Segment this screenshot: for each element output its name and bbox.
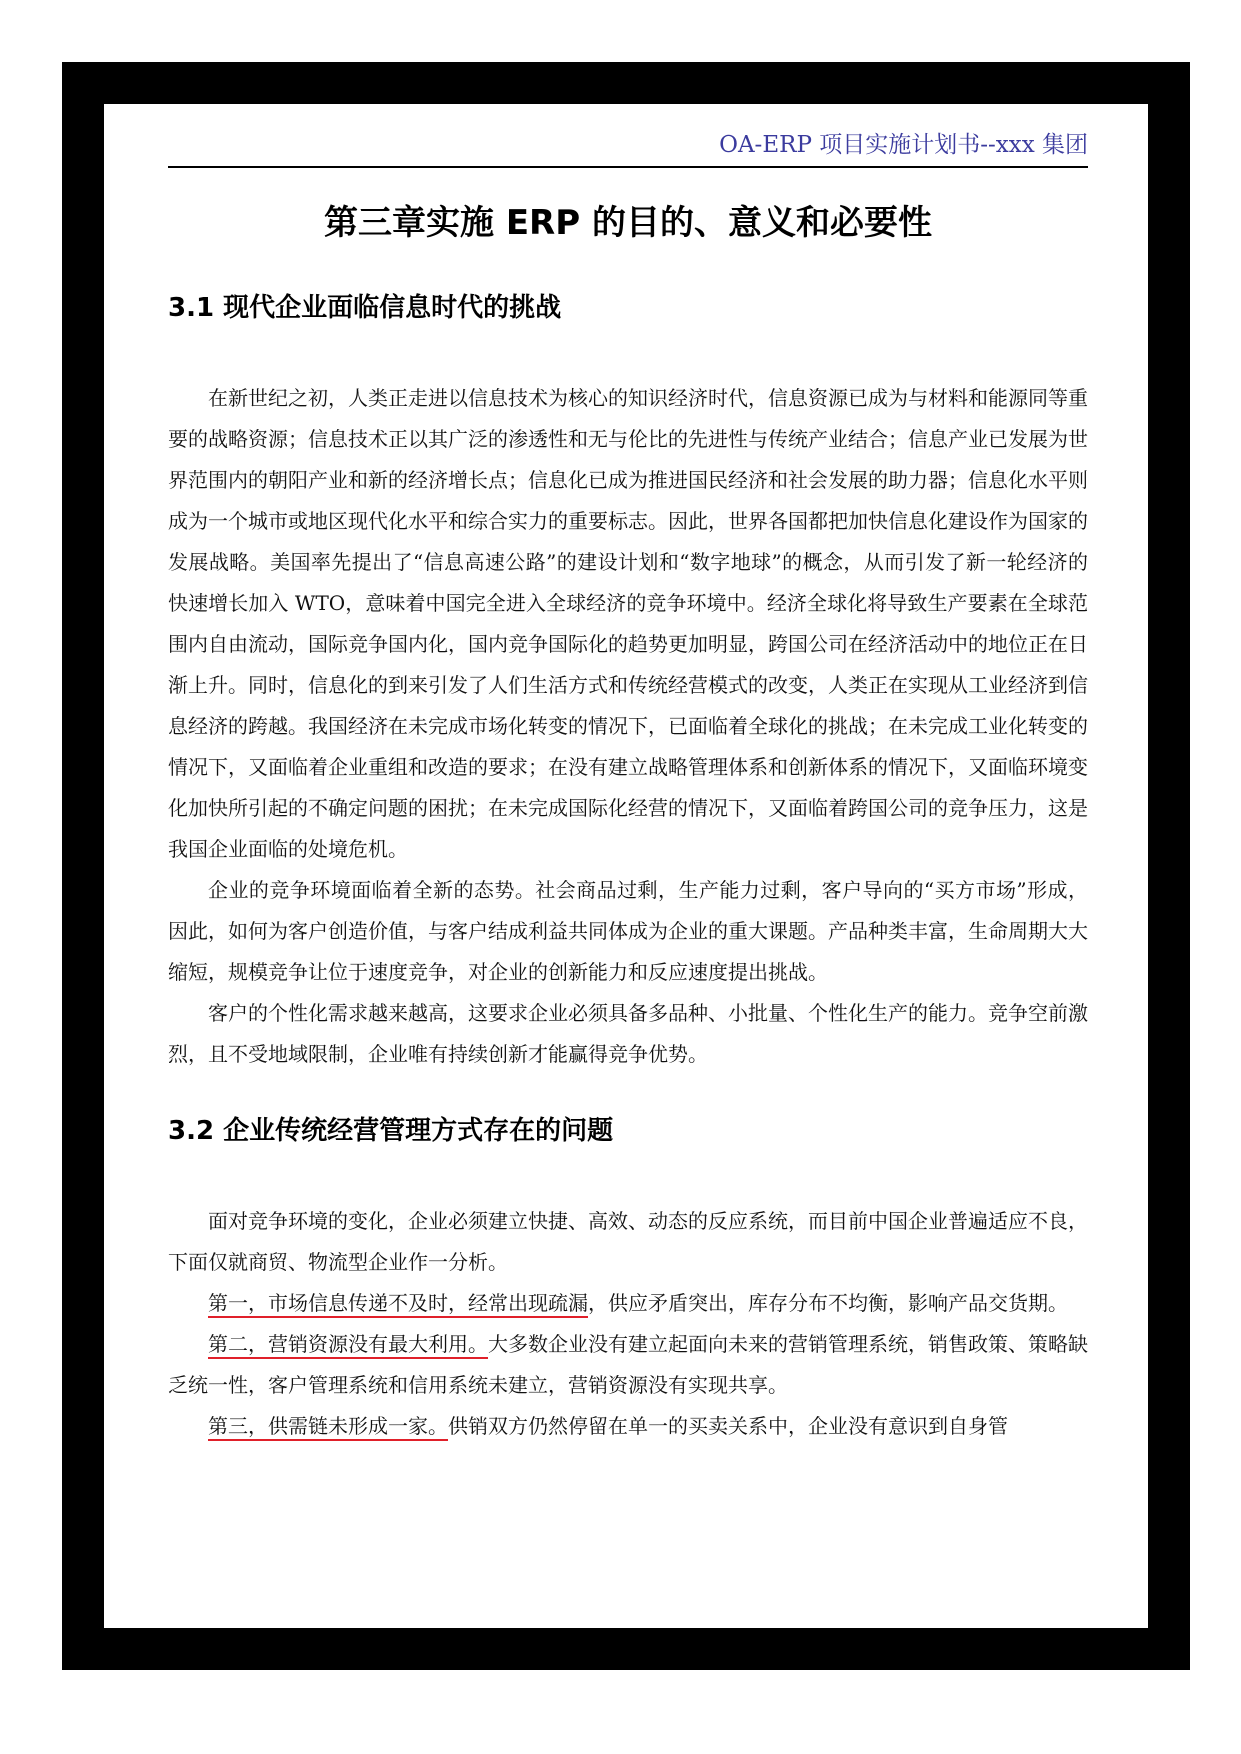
point-text: 供销双方仍然停留在单一的买卖关系中，企业没有意识到自身管 bbox=[448, 1414, 1008, 1438]
header-doc-title: OA-ERP 项目实施计划书--xxx 集团 bbox=[719, 132, 1088, 158]
point-paragraph bbox=[168, 1324, 1088, 1406]
paragraph: 面对竞争环境的变化，企业必须建立快捷、高效、动态的反应系统，而目前中国企业普遍适应不良，下面仅就商贸、物流型企业作一分析。 bbox=[168, 1209, 1088, 1274]
chapter-title: 第三章实施 ERP 的目的、意义和必要性 bbox=[324, 203, 932, 243]
underlined-lead: 第三，供需链未形成一家。 bbox=[208, 1414, 448, 1438]
paragraph: 在新世纪之初，人类正走进以信息技术为核心的知识经济时代，信息资源已成为与材料和能源同等重要的战略资源；信息技术正以其广泛的渗透性和无与伦比的先进性与传统产业结合；信息产业已发展为世界范围内的朝阳产业和新的经济增长点；信息化已成为推进国民经济和社会发展的助力器；信息化水平则成为一个城市或地区现代化水平和综合实力的重要标志。因此，世界各国都把加快信息化建设作为国家的发展战略。美国率先提出了“信息高速公路”的建设计划和“数字地球”的概念，从而引发了新一轮经济的快速增长加入 WTO，意味着中国完全进入全球经济的竞争环境中。经济全球化将导致生产要素在全球范围内自由流动，国际竞争国内化，国内竞争国际化的趋势更加明显，跨国公司在经济活动中的地位正在日渐上升。同时，信息化的到来引发了人们生活方式和传统经营模式的改变，人类正在实现从工业经济到信息经济的跨越。我国经济在未完成市场化转变的情况下，已面临着全球化的挑战；在未完成工业化转变的情况下，又面临着企业重组和改造的要求；在没有建立战略管理体系和创新体系的情况下，又面临环境变化加快所引起的不确定问题的困扰；在未完成国际化经营的情况下，又面临着跨国公司的竞争压力，这是我国企业面临的处境危机。 bbox=[168, 386, 1088, 861]
point-paragraph bbox=[168, 1406, 1088, 1447]
paragraph: 企业的竞争环境面临着全新的态势。社会商品过剩，生产能力过剩，客户导向的“买方市场”形成，因此，如何为客户创造价值，与客户结成利益共同体成为企业的重大课题。产品种类丰富，生命周期大大缩短，规模竞争让位于速度竞争，对企业的创新能力和反应速度提出挑战。 bbox=[168, 878, 1088, 984]
point-text: 大多数企业没有建立起面向未来的营销管理系统，销售政策、策略缺乏统一性，客户管理系统和信用系统未建立，营销资源没有实现共享。 bbox=[168, 1332, 1088, 1397]
section-heading-3-1: 3.1 现代企业面临信息时代的挑战 bbox=[168, 293, 562, 323]
underlined-lead: 第一，市场信息传递不及时，经常出现疏漏 bbox=[208, 1291, 588, 1315]
page-content bbox=[168, 104, 1088, 1447]
point-text: ，供应矛盾突出，库存分布不均衡，影响产品交货期。 bbox=[588, 1291, 1068, 1315]
running-header bbox=[168, 130, 1088, 168]
section-heading-3-2: 3.2 企业传统经营管理方式存在的问题 bbox=[168, 1116, 614, 1146]
underlined-lead: 第二，营销资源没有最大利用。 bbox=[208, 1332, 488, 1356]
document-page bbox=[104, 104, 1148, 1628]
point-paragraph bbox=[168, 1283, 1088, 1324]
paragraph: 客户的个性化需求越来越高，这要求企业必须具备多品种、小批量、个性化生产的能力。竞争空前激烈，且不受地域限制，企业唯有持续创新才能赢得竞争优势。 bbox=[168, 1001, 1088, 1066]
